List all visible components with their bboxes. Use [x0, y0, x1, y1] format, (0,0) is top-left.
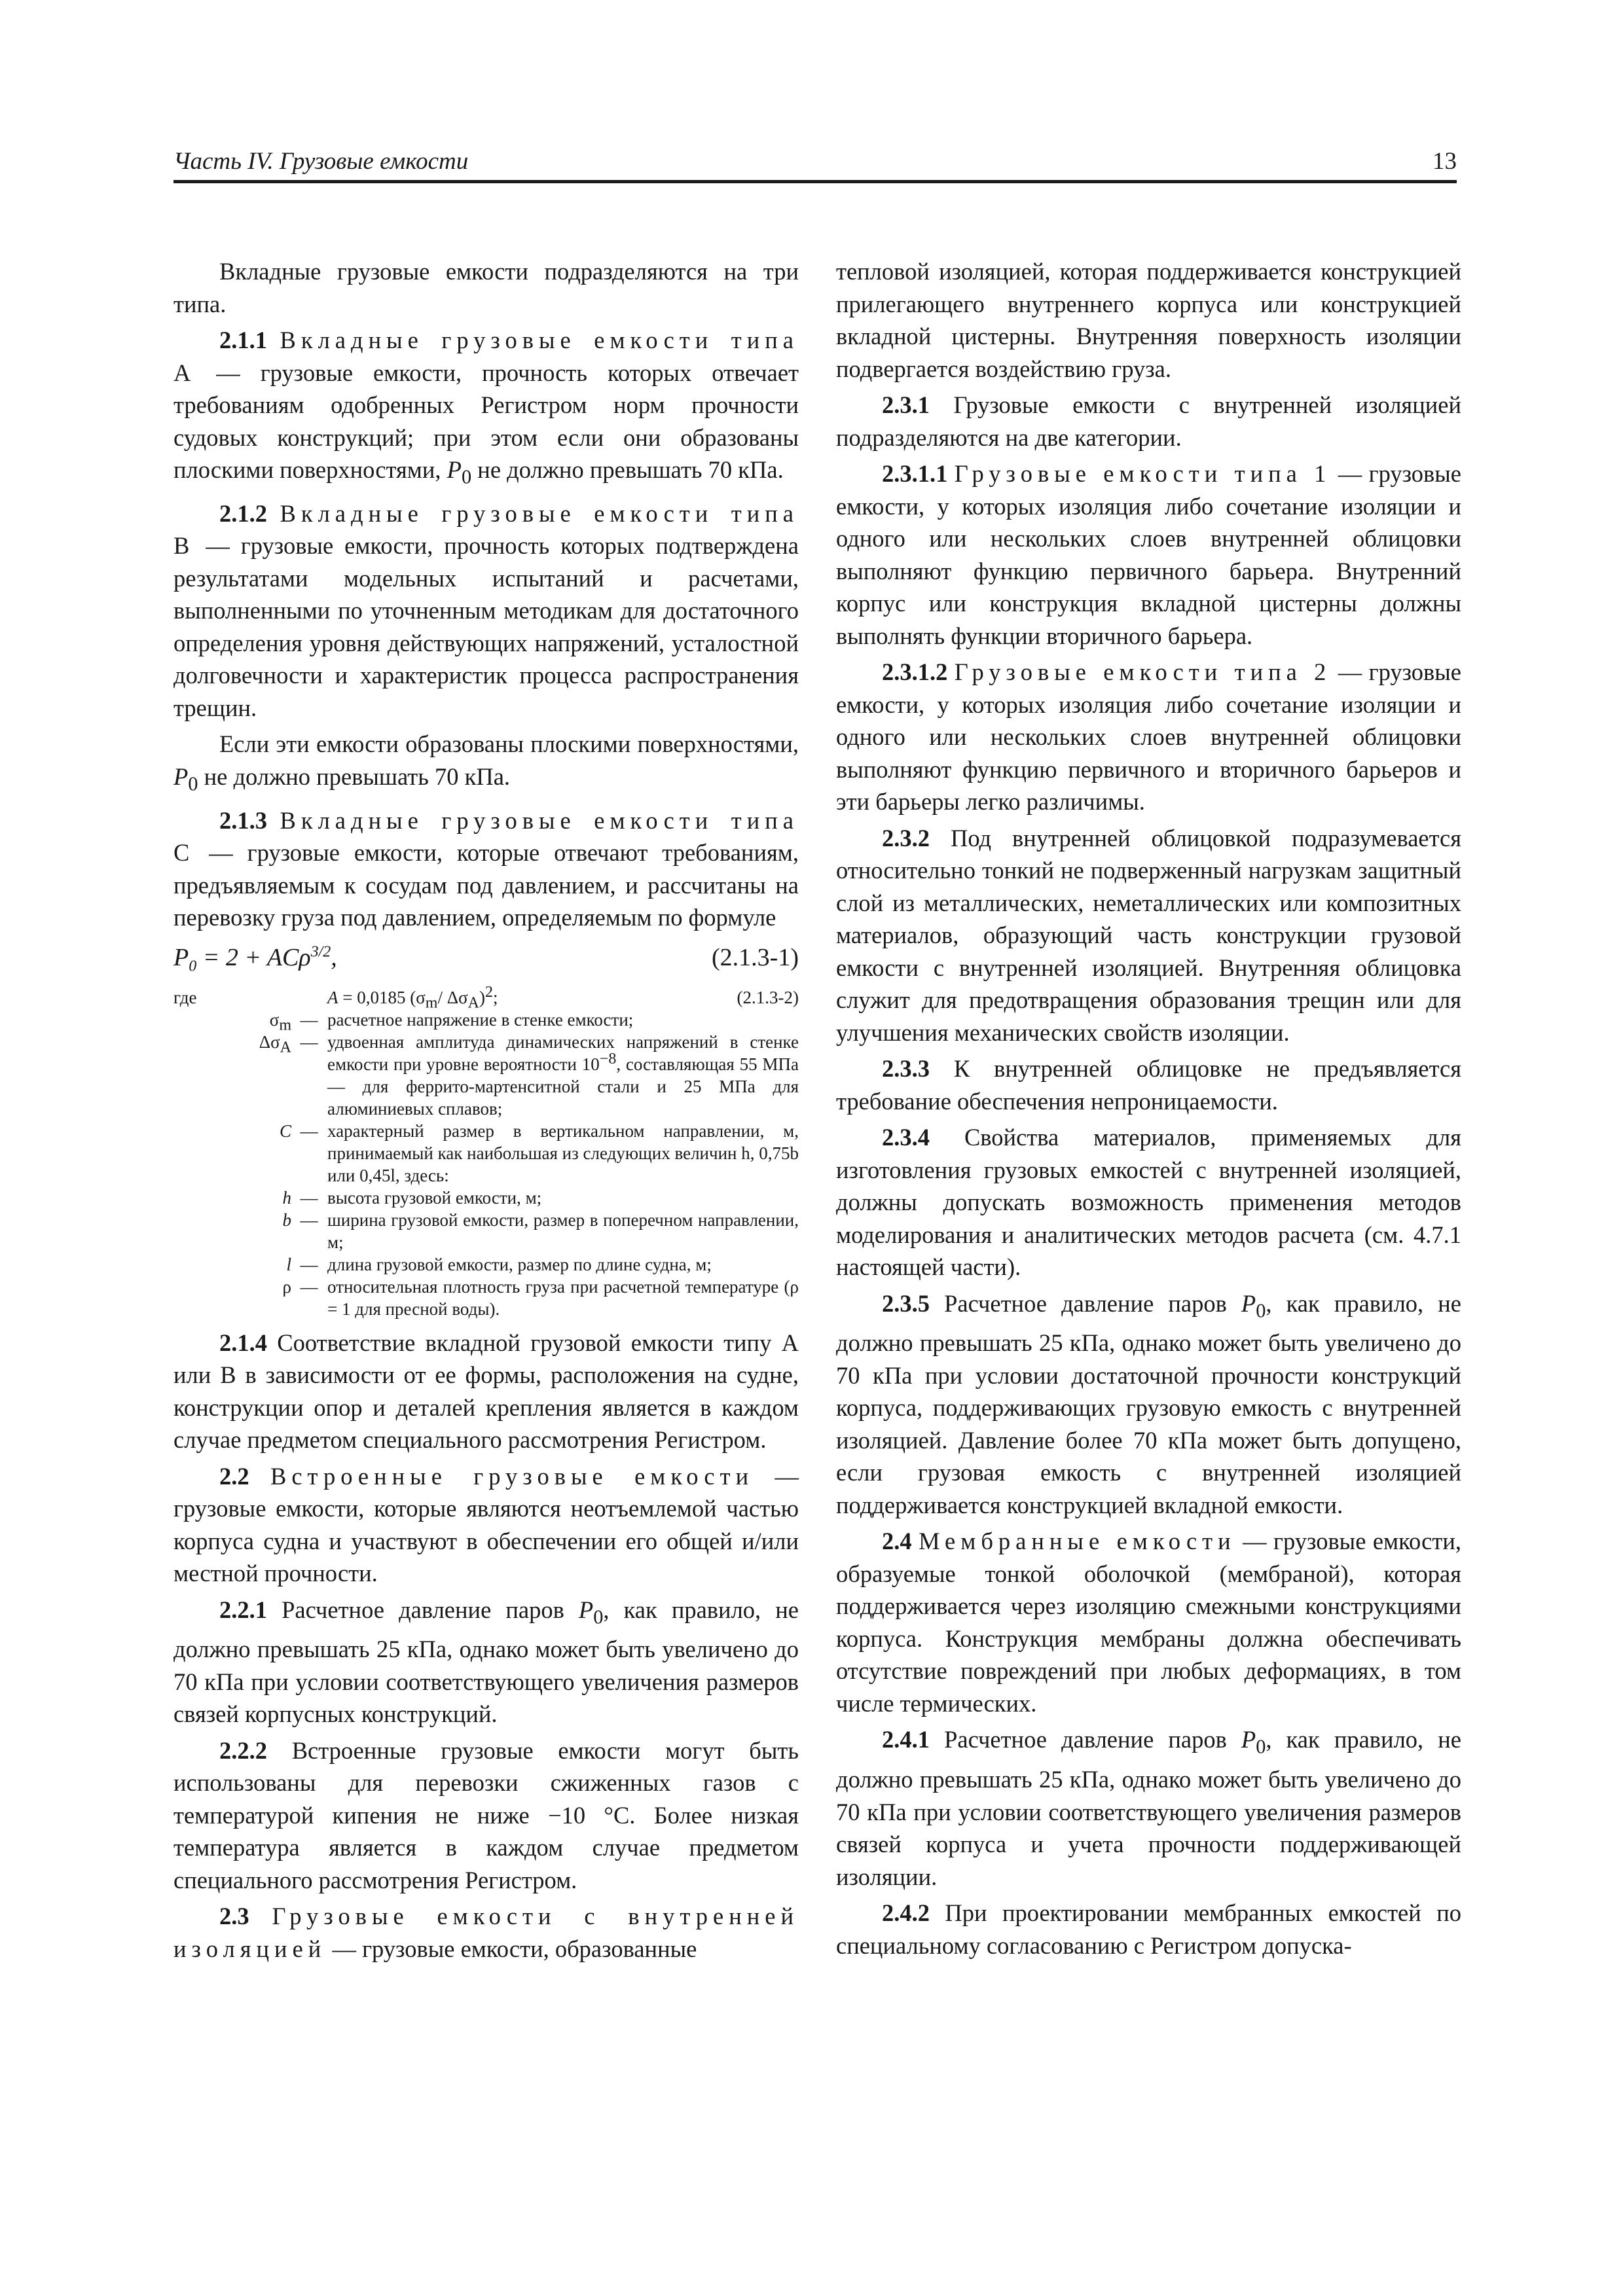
section-2-2: 2.2 Встроенные грузовые емкости — грузовые емкости, которые являются неотъемлемой частью корпуса судна и участвуют в обеспечении его общей и/или местной прочности. [173, 1462, 799, 1587]
flat-surfaces-paragraph: Если эти емкости образованы плоскими поверхностями, $P_0$ не должно превышать 70 кПа. [173, 730, 799, 795]
running-title: Часть IV. Грузовые емкости [173, 148, 469, 175]
section-2-1-4: 2.1.4 Соответствие вкладной грузовой емкости типу A или B в зависимости от ее формы, расположения на судне, конструкции опор и деталей крепления является в каждом случае предметом специального рассмотрения Регистром. [173, 1329, 799, 1454]
term-type-c: Вкладные грузовые емкости типа C [173, 806, 799, 867]
definition-l: l — длина грузовой емкости, размер по длине судна, м; [286, 1254, 712, 1274]
section-2-4-1: 2.4.1 Расчетное давление паров $P_0$, как правило, не должно превышать 25 кПа, однако может быть увеличено до 70 кПа при условии соответствующего увеличения размеров связей корпуса и учета прочности поддерживающей изоляции. [836, 1726, 1461, 1890]
section-2-1-3: 2.1.3 Вкладные грузовые емкости типа C — грузовые емкости, которые отвечают требованиям, предъявляемым к сосудам под давлением, и рассчитаны на перевозку груза под давлением, определяемым по формуле [173, 806, 799, 931]
definition-h: h — высота грузовой емкости, м; [282, 1187, 542, 1208]
section-2-2-1: 2.2.1 Расчетное давление паров $P_0$, как правило, не должно превышать 25 кПа, однако может быть увеличено до 70 кПа при условии соответствующего увеличения размеров связей корпусных конструкций. [173, 1596, 799, 1728]
definition-sigma-m: $\sigma_m$ — расчетное напряжение в стенке емкости; [269, 1009, 634, 1033]
section-2-3-3: 2.3.3 К внутренней облицовке не предъявляется требование обеспечения непроницаемости. [836, 1055, 1461, 1115]
section-2-4: 2.4 Мембранные емкости — грузовые емкости, образуемые тонкой оболочкой (мембраной), которая поддерживается через изоляцию смежными конструкциями корпуса. Конструкция мембраны должна обеспечивать отсутствие повреждений при любых деформациях, в том числе термических. [836, 1528, 1461, 1717]
section-2-4-2: 2.4.2 При проектировании мембранных емкостей по специальному согласованию с Регистром допуска- [836, 1899, 1461, 1959]
section-2-3-5: 2.3.5 Расчетное давление паров $P_0$, как правило, не должно превышать 25 кПа, однако может быть увеличено до 70 кПа при условии достаточной прочности конструкций корпуса, поддерживающих грузовую емкость с внутренней изоляцией. Давление более 70 кПа может быть допущено, если грузовая емкость с внутренней изоляцией поддерживается конструкцией вкладной емкости. [836, 1289, 1461, 1518]
formula-2-1-3-1: $P_0 = 2 + AC\rho^{3/2}$, (2.1.3-1) [173, 942, 799, 981]
section-2-3-1-1: 2.3.1.1 Грузовые емкости типа 1 — грузовые емкости, у которых изоляция либо сочетание изоляции и одного или нескольких слоев внутренней облицовки выполняют функцию первичного барьера. Внутренний корпус или конструкция вкладной цистерны должны выполнять функции вторичного барьера. [836, 460, 1462, 649]
left-column [173, 255, 799, 1969]
term-type-b: Вкладные грузовые емкости типа B [173, 499, 799, 560]
term-type-a: Вкладные грузовые емкости типа A [173, 327, 799, 386]
section-2-3-1-2: 2.3.1.2 Грузовые емкости типа 2 — грузовые емкости, у которых изоляция либо сочетание изоляции и одного или нескольких слоев внутренней облицовки выполняют функцию первичного и вторичного барьеров и эти барьеры легко различимы. [836, 658, 1462, 815]
section-2-3-2: 2.3.2 Под внутренней облицовкой подразумевается относительно тонкий не подверженный нагрузкам защитный слой из металлических, неметаллических или композитных материалов, образующий часть конструкции грузовой емкости с внутренней изоляцией. Внутренняя облицовка служит для предотвращения образования трещин или для улучшения механических свойств изоляции. [836, 824, 1461, 1046]
right-column [836, 255, 1461, 1965]
term-type-1: Грузовые емкости типа 1 [954, 460, 1332, 487]
term-integral-tanks: Встроенные грузовые емкости [270, 1462, 754, 1490]
section-2-3-1: 2.3.1 Грузовые емкости с внутренней изоляцией подразделяются на две категории. [836, 391, 1461, 451]
term-type-2: Грузовые емкости типа 2 [954, 658, 1332, 685]
definition-A: где A = 0,0185 ($\sigma_m/$ $\Delta\sigma_A)^2$; (2.1.3-2) [173, 983, 799, 1011]
formula-number-2: (2.1.3-2) [737, 987, 799, 1007]
page-header [173, 147, 1457, 183]
formula-definitions [173, 983, 799, 1320]
section-2-3-4: 2.3.4 Свойства материалов, применяемых для изготовления грузовых емкостей с внутренней изоляцией, должны допускать возможность применения методов моделирования и аналитических методов расчета (см. 4.7.1 настоящей части). [836, 1124, 1461, 1280]
page-number: 13 [1432, 148, 1457, 175]
continued-paragraph: тепловой изоляцией, которая поддерживается конструкцией прилегающего внутреннего корпуса или конструкцией вкладной цистерны. Внутренняя поверхность изоляции подвергается воздействию груза. [836, 258, 1461, 382]
section-2-1-1: 2.1.1 Вкладные грузовые емкости типа A — грузовые емкости, прочность которых отвечает требованиям одобренных Регистром норм прочности судовых конструкций; при этом если они образованы плоскими поверхностями, $P_0$ не должно превышать 70 кПа. [173, 327, 799, 488]
section-2-2-2: 2.2.2 Встроенные грузовые емкости могут быть использованы для перевозки сжиженных газов с температурой кипения не ниже −10 °C. Более низкая температура является в каждом случае предметом специального рассмотрения Регистром. [173, 1736, 799, 1893]
formula-number: (2.1.3-1) [712, 943, 799, 971]
section-2-3: 2.3 Грузовые емкости с внутренней изоляцией — грузовые емкости, образованные [173, 1903, 799, 1962]
section-2-1-2: 2.1.2 Вкладные грузовые емкости типа B — грузовые емкости, прочность которых подтверждена результатами модельных испытаний и расчетами, выполненными по уточненным методикам для достаточного определения уровня действующих напряжений, усталостной долговечности и характеристик процесса распространения трещин. [173, 499, 799, 721]
term-internal-insulation: Грузовые емкости с внутренней изоляцией [173, 1903, 799, 1962]
definition-C: C — характерный размер в вертикальном направлении, м, принимаемый как наибольшая из следующих величин h, 0,75b или 0,45l, здесь: [279, 1121, 799, 1185]
intro-paragraph: Вкладные грузовые емкости подразделяются на три типа. [173, 258, 799, 317]
term-membrane-tanks: Мембранные емкости [919, 1528, 1236, 1555]
definition-delta-sigma: $\Delta\sigma_A$ — удвоенная амплитуда динамических напряжений в стенке емкости при уровне вероятности $10^{-8}$, составляющая 55 МПа — для феррито-мартенситной стали и 25 МПа для алюминиевых сплавов; [259, 1031, 799, 1119]
definition-b: b — ширина грузовой емкости, размер в поперечном направлении, м; [282, 1210, 799, 1252]
definition-rho: ρ — относительная плотность груза при расчетной температуре (ρ = 1 для пресной воды). [282, 1276, 799, 1319]
